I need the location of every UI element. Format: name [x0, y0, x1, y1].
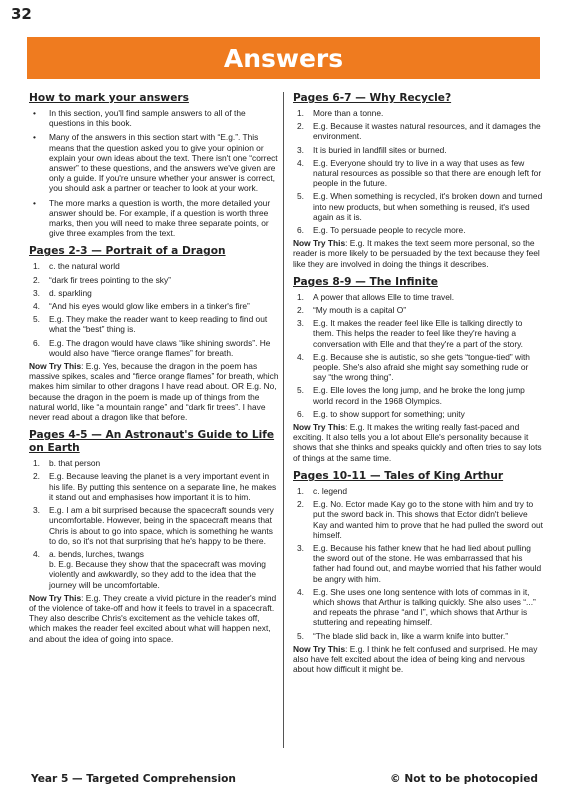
answer-number: 3. [33, 505, 40, 516]
section-heading: Pages 2-3 — Portrait of a Dragon [29, 245, 226, 258]
section-pages-8-9 [293, 276, 543, 463]
answer-item [293, 305, 543, 315]
answer-number: 2. [297, 305, 304, 316]
answer-number: 1. [297, 485, 304, 496]
section-heading: Pages 10-11 — Tales of King Arthur [293, 469, 504, 482]
answer-text [49, 549, 279, 590]
answer-item [29, 314, 279, 334]
answer-item [293, 352, 543, 383]
now-try-this [29, 361, 279, 422]
answer-text: E.g. The dragon would have claws “like shining swords”. He would also have “fierce orange flames” for breath. [49, 337, 271, 358]
now-try-this-text: : E.g. They create a vivid picture in the reader's mind of the violence of take-off and how it feels to travel in a spacecraft. They also describe Chris's excitement as the vehicle takes off, which makes the reader feel excited about what will happen next, and about the idea of going into space. [29, 592, 277, 644]
footer-copyright: © Not to be photocopied [390, 773, 538, 785]
answer-text: It is buried in landfill sites or burned. [313, 144, 447, 155]
answer-number: 4. [297, 157, 304, 168]
answer-item [293, 499, 543, 540]
answer-text: E.g. No. Ector made Kay go to the stone with him and try to put the sword back in. This shows that Ector didn't believe Kay and wanted him to prove that he had pulled the sword out himself. [313, 499, 543, 540]
bullet-item: • In this section, you'll find sample answers to all of the questions in this book. [29, 108, 279, 128]
answer-number: 3. [33, 287, 40, 298]
answer-number: 3. [297, 542, 304, 553]
answer-part-b: b. E.g. Because they show that the spacecraft was moving violently and awkwardly, so they add to the idea that the journey will be uncomfortable. [49, 559, 266, 590]
now-try-this-text: : E.g. Yes, because the dragon in the poem has massive spikes, scales and “fierce orange flames” for breath, which makes him similar to other dragons I have read about. OR E.g. No, because the dragon in the poem is made up of things from the natural world, like “a mountain range” and “dark fir trees”. I have never read about a dragon like that before. [29, 361, 279, 423]
answer-number: 5. [297, 630, 304, 641]
answer-item [293, 318, 543, 349]
answer-item [293, 121, 543, 141]
answer-item [29, 471, 279, 502]
now-try-this-label: Now Try This [293, 238, 346, 249]
answer-text: “The blade slid back in, like a warm knife into butter.” [313, 630, 509, 641]
answer-number: 2. [297, 499, 304, 510]
answer-item [293, 631, 543, 641]
answer-item [29, 338, 279, 358]
title-banner [27, 37, 540, 79]
column-divider [283, 92, 284, 748]
answer-item [293, 543, 543, 584]
section-heading: How to mark your answers [29, 92, 189, 104]
answer-list [293, 108, 543, 235]
answer-item [293, 158, 543, 189]
section-pages-2-3 [29, 245, 279, 422]
answer-text: E.g. They make the reader want to keep reading to find out what the “best” thing is. [49, 314, 268, 335]
now-try-this [293, 238, 543, 269]
answer-number: 6. [33, 337, 40, 348]
page-number: 32 [11, 5, 32, 23]
now-try-this [293, 422, 543, 463]
answer-text: E.g. Because leaving the planet is a very important event in his life. By putting this sentence on a separate line, he makes it stand out and emphasises how important it is to him. [49, 471, 277, 502]
answer-text: “And his eyes would glow like embers in a tinker's fire” [49, 301, 250, 312]
answer-text: “My mouth is a capital O” [313, 305, 407, 316]
answer-item [29, 505, 279, 546]
answer-number: 4. [33, 548, 40, 559]
right-column [293, 92, 543, 681]
answer-text: E.g. She uses one long sentence with lots of commas in it, which shows that Arthur is talking quickly. She also uses “...” and repeats the phrase “and I”, which shows that Arthur is stuttering and repeating himself. [313, 586, 536, 628]
answer-item [293, 409, 543, 419]
answer-text: E.g. When something is recycled, it's broken down and turned into new products, but when something is reused, it's used again as it is. [313, 191, 543, 222]
answer-item [293, 191, 543, 222]
answer-number: 3. [297, 318, 304, 329]
now-try-this-text: : E.g. I think he felt confused and surprised. He may also have felt excited about the idea of being king and nervous about how difficult it might be. [293, 643, 538, 675]
answer-item [29, 549, 279, 590]
answer-number: 1. [33, 261, 40, 272]
answer-text: c. the natural world [49, 261, 120, 272]
answer-number: 4. [297, 586, 304, 597]
answer-number: 2. [33, 274, 40, 285]
answer-item [293, 385, 543, 405]
section-heading: Pages 8-9 — The Infinite [293, 275, 438, 288]
answer-text: E.g. It makes the reader feel like Elle is talking directly to them. This helps the reader to feel like they're having a conversation with Elle and that they're a part of the story. [313, 318, 523, 349]
answer-number: 1. [33, 458, 40, 469]
answer-number: 2. [33, 471, 40, 482]
answer-number: 1. [297, 108, 304, 118]
answer-number: 4. [297, 351, 304, 362]
answer-text: E.g. Because his father knew that he had lied about pulling the sword out of the stone. He was embarrassed that his father had found out, and maybe worried that his father would be angry with him. [313, 542, 542, 584]
now-try-this [293, 644, 543, 675]
answer-list [293, 292, 543, 419]
answer-text: c. legend [313, 485, 347, 496]
left-column [29, 92, 279, 651]
section-pages-10-11 [293, 470, 543, 674]
section-heading: Pages 6-7 — Why Recycle? [293, 92, 452, 104]
answer-item [29, 458, 279, 468]
answer-number: 1. [297, 291, 304, 302]
now-try-this-text: : E.g. It makes the text seem more personal, so the reader is more likely to be persuaded by the text because they feel like they are involved in doing the things it describes. [293, 238, 540, 269]
bullet-item: • The more marks a question is worth, the more detailed your answer should be. For example, if a question is worth three marks, then you will need to make three separate points, or give three examples from the text. [29, 198, 279, 239]
answer-item [293, 486, 543, 496]
answer-text: E.g. Because she is autistic, so she gets “tongue-tied” with people. She's also afraid she might say something rude or say “the wrong thing”. [313, 351, 530, 383]
answer-number: 3. [297, 144, 304, 155]
answer-part-a: a. bends, lurches, twangs [49, 548, 144, 559]
answer-text: d. sparkling [49, 287, 92, 298]
answer-number: 5. [297, 191, 304, 202]
section-pages-4-5 [29, 429, 279, 643]
section-heading: Pages 4-5 — An Astronaut's Guide to Life on Earth [29, 429, 275, 455]
answer-number: 5. [33, 314, 40, 325]
footer-book-title: Year 5 — Targeted Comprehension [31, 773, 236, 785]
answer-item [29, 275, 279, 285]
now-try-this-label: Now Try This [293, 643, 346, 654]
answer-item [293, 587, 543, 628]
answer-item [293, 292, 543, 302]
answer-text: E.g. Everyone should try to live in a way that uses as few natural resources as possible so that there are enough left for people in the future. [313, 157, 542, 189]
page-title: Answers [223, 43, 344, 73]
answer-number: 5. [297, 385, 304, 396]
section-pages-6-7 [293, 92, 543, 269]
answer-text: “dark fir trees pointing to the sky” [49, 274, 171, 285]
now-try-this-label: Now Try This [293, 422, 346, 433]
answer-text: b. that person [49, 458, 101, 469]
now-try-this-label: Now Try This [29, 592, 82, 603]
now-try-this-label: Now Try This [29, 361, 82, 372]
answer-number: 6. [297, 408, 304, 419]
how-to-section [29, 92, 279, 238]
answer-list [293, 486, 543, 641]
answer-text: More than a tonne. [313, 108, 384, 118]
answer-list [29, 458, 279, 589]
answer-text: E.g. I am a bit surprised because the spacecraft sounds very uncomfortable. However, being in the spacecraft means that Chris is about to go into space, which is something he wants to do, so it's not that surprising that he's happy to be there. [49, 505, 274, 546]
answer-text: E.g. Because it wastes natural resources, and it damages the environment. [313, 121, 541, 142]
answer-number: 2. [297, 121, 304, 132]
answer-item [293, 225, 543, 235]
answer-item [293, 108, 543, 118]
answer-text: E.g. to show support for something; unity [313, 408, 465, 419]
answer-number: 4. [33, 301, 40, 312]
now-try-this-text: : E.g. It makes the writing really fast-paced and exciting. It also tells you a lot about Elle's personality because it shows that she thinks and speaks quickly and often tries to say lots of things at the same time. [293, 422, 542, 463]
answer-number: 6. [297, 225, 304, 236]
answer-item [29, 301, 279, 311]
answer-item [29, 261, 279, 271]
answer-text: E.g. To persuade people to recycle more. [313, 225, 466, 236]
answer-item [29, 288, 279, 298]
answer-item [293, 145, 543, 155]
how-to-list [29, 108, 279, 238]
answer-list [29, 261, 279, 358]
bullet-item: • Many of the answers in this section start with “E.g.”. This means that the question asked you to give your opinion or explain your own ideas about the text. There isn't one “correct answer” to these questions, and the answers we've given are only a guide. If you're unsure whether your answer is correct, you should ask a partner or teacher to look at your work. [29, 132, 279, 193]
now-try-this [29, 593, 279, 644]
answer-text: E.g. Elle loves the long jump, and he broke the long jump world record in the 1968 Olympics. [313, 385, 525, 406]
answer-text: A power that allows Elle to time travel. [313, 291, 455, 302]
